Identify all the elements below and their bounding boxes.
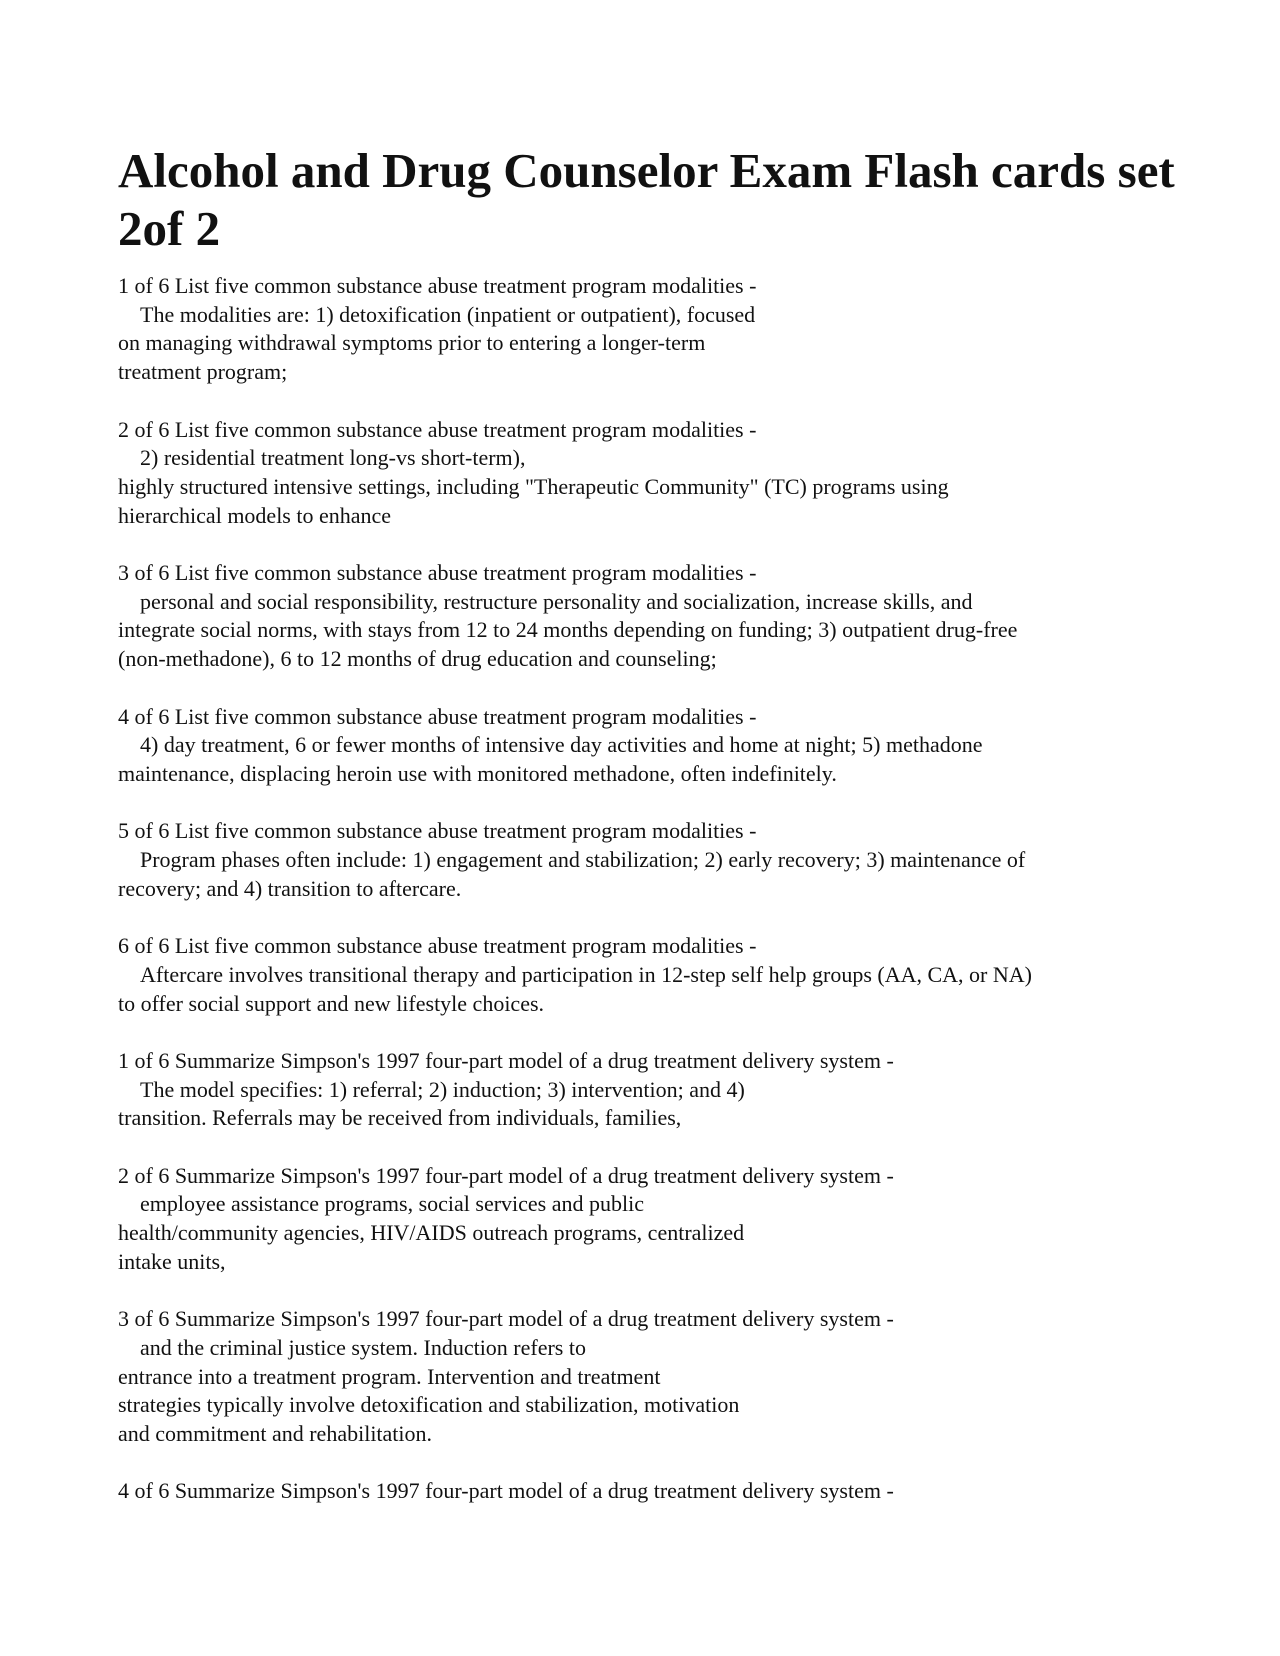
flash-card-question: 1 of 6 List five common substance abuse treatment program modalities - (118, 273, 757, 298)
flash-card-answer: 4) day treatment, 6 or fewer months of intensive day activities and home at night; 5) methadone maintenance, displacing heroin use with monitored methadone, often indefinitely. (118, 732, 983, 786)
flash-card-question: 2 of 6 Summarize Simpson's 1997 four-part model of a drug treatment delivery system - (118, 1162, 894, 1188)
flash-card (118, 932, 1180, 1018)
flash-card-answer: employee assistance programs, social services and public health/community agencies, HIV/AIDS outreach programs, centralized intake units, (118, 1191, 745, 1274)
flash-card-question: 6 of 6 List five common substance abuse treatment program modalities - (118, 933, 757, 959)
flash-card-answer: Program phases often include: 1) engagement and stabilization; 2) early recovery; 3) maintenance of recovery; and 4) transition to aftercare. (118, 847, 1026, 901)
document-title: Alcohol and Drug Counselor Exam Flash cards set 2of 2 (118, 143, 1175, 256)
flash-card-answer: The modalities are: 1) detoxification (inpatient or outpatient), focused on managing withdrawal symptoms prior to entering a longer-term treatment program; (118, 301, 756, 385)
flash-card-question: 3 of 6 Summarize Simpson's 1997 four-part model of a drug treatment delivery system - (118, 1306, 894, 1332)
flash-card-question: 5 of 6 List five common substance abuse treatment program modalities - (118, 818, 757, 844)
flash-card (118, 1162, 1180, 1277)
flash-card (118, 559, 1180, 674)
document-page (118, 142, 1180, 1535)
flash-card-answer: Aftercare involves transitional therapy and participation in 12-step self help groups (AA, CA, or NA) to offer social support and new lifestyle choices. (118, 961, 1032, 1016)
flash-card-question: 3 of 6 List five common substance abuse treatment program modalities - (118, 560, 757, 585)
flash-card-list (118, 272, 1180, 1506)
flash-card-question: 2 of 6 List five common substance abuse treatment program modalities - (118, 416, 757, 442)
flash-card-answer: 2) residential treatment long-vs short-term), highly structured intensive settings, including "Therapeutic Community" (TC) programs using hierarchical models to enhance (118, 445, 949, 528)
flash-card (118, 416, 1180, 531)
flash-card (118, 1477, 1180, 1506)
flash-card-question: 4 of 6 List five common substance abuse treatment program modalities - (118, 703, 757, 729)
flash-card (118, 1047, 1180, 1133)
flash-card-question: 4 of 6 Summarize Simpson's 1997 four-part model of a drug treatment delivery system - (118, 1478, 894, 1504)
flash-card-question: 1 of 6 Summarize Simpson's 1997 four-part model of a drug treatment delivery system - (118, 1047, 894, 1073)
flash-card-answer: The model specifies: 1) referral; 2) induction; 3) intervention; and 4) transition. Referrals may be received from individuals, families, (118, 1076, 745, 1131)
flash-card (118, 817, 1180, 903)
flash-card-answer: personal and social responsibility, restructure personality and socialization, increase skills, and integrate social norms, with stays from 12 to 24 months depending on funding; 3) outpatient drug-free (non-methadone), 6 to 12 months of drug education and counseling; (118, 588, 1018, 672)
flash-card-answer: and the criminal justice system. Induction refers to entrance into a treatment program. Intervention and treatment strategies typically involve detoxification and stabilization, motivation and commitment and rehabilitation. (118, 1334, 740, 1446)
flash-card (118, 703, 1180, 789)
flash-card (118, 272, 1180, 387)
flash-card (118, 1305, 1180, 1449)
